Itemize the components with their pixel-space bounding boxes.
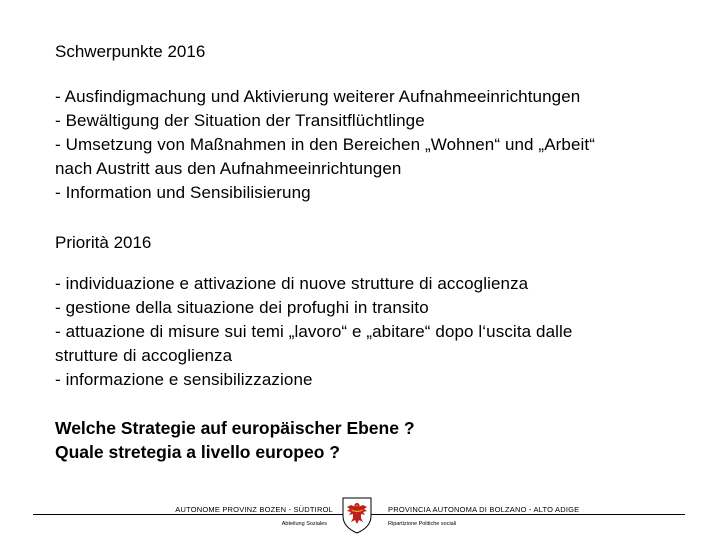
footer-left-subtitle: Abteilung Soziales [281,521,327,527]
question-de: Welche Strategie auf europäischer Ebene ? [55,418,415,438]
list-item: - Bewältigung der Situation der Transitflüchtlinge [55,111,425,130]
footer-left-title: AUTONOME PROVINZ BOZEN - SÜDTIROL [175,505,333,514]
heading-schwerpunkte: Schwerpunkte 2016 [55,42,206,61]
section-de [55,41,695,62]
list-item: - attuazione di misure sui temi „lavoro“ e „abitare“ dopo l‘uscita dalle [55,322,573,341]
heading-priorita: Priorità 2016 [55,233,152,252]
footer-right-title: PROVINCIA AUTONOMA DI BOLZANO - ALTO ADIGE [388,505,580,514]
list-it [55,272,695,392]
eagle-crest-icon [341,496,373,534]
section-it [55,232,695,253]
list-de [55,85,695,205]
footer-right-subtitle: Ripartizione Politiche sociali [388,521,457,527]
list-item: - Umsetzung von Maßnahmen in den Bereichen „Wohnen“ und „Arbeit“ [55,135,595,154]
list-item: strutture di accoglienza [55,346,233,365]
list-item: - gestione della situazione dei profughi in transito [55,298,429,317]
question-it: Quale stretegia a livello europeo ? [55,442,340,462]
list-item: nach Austritt aus den Aufnahmeeinrichtungen [55,159,402,178]
question-block [55,416,695,464]
list-item: - informazione e sensibilizzazione [55,370,313,389]
list-item: - Ausfindigmachung und Aktivierung weiterer Aufnahmeeinrichtungen [55,87,581,106]
list-item: - individuazione e attivazione di nuove strutture di accoglienza [55,274,529,293]
list-item: - Information und Sensibilisierung [55,183,311,202]
